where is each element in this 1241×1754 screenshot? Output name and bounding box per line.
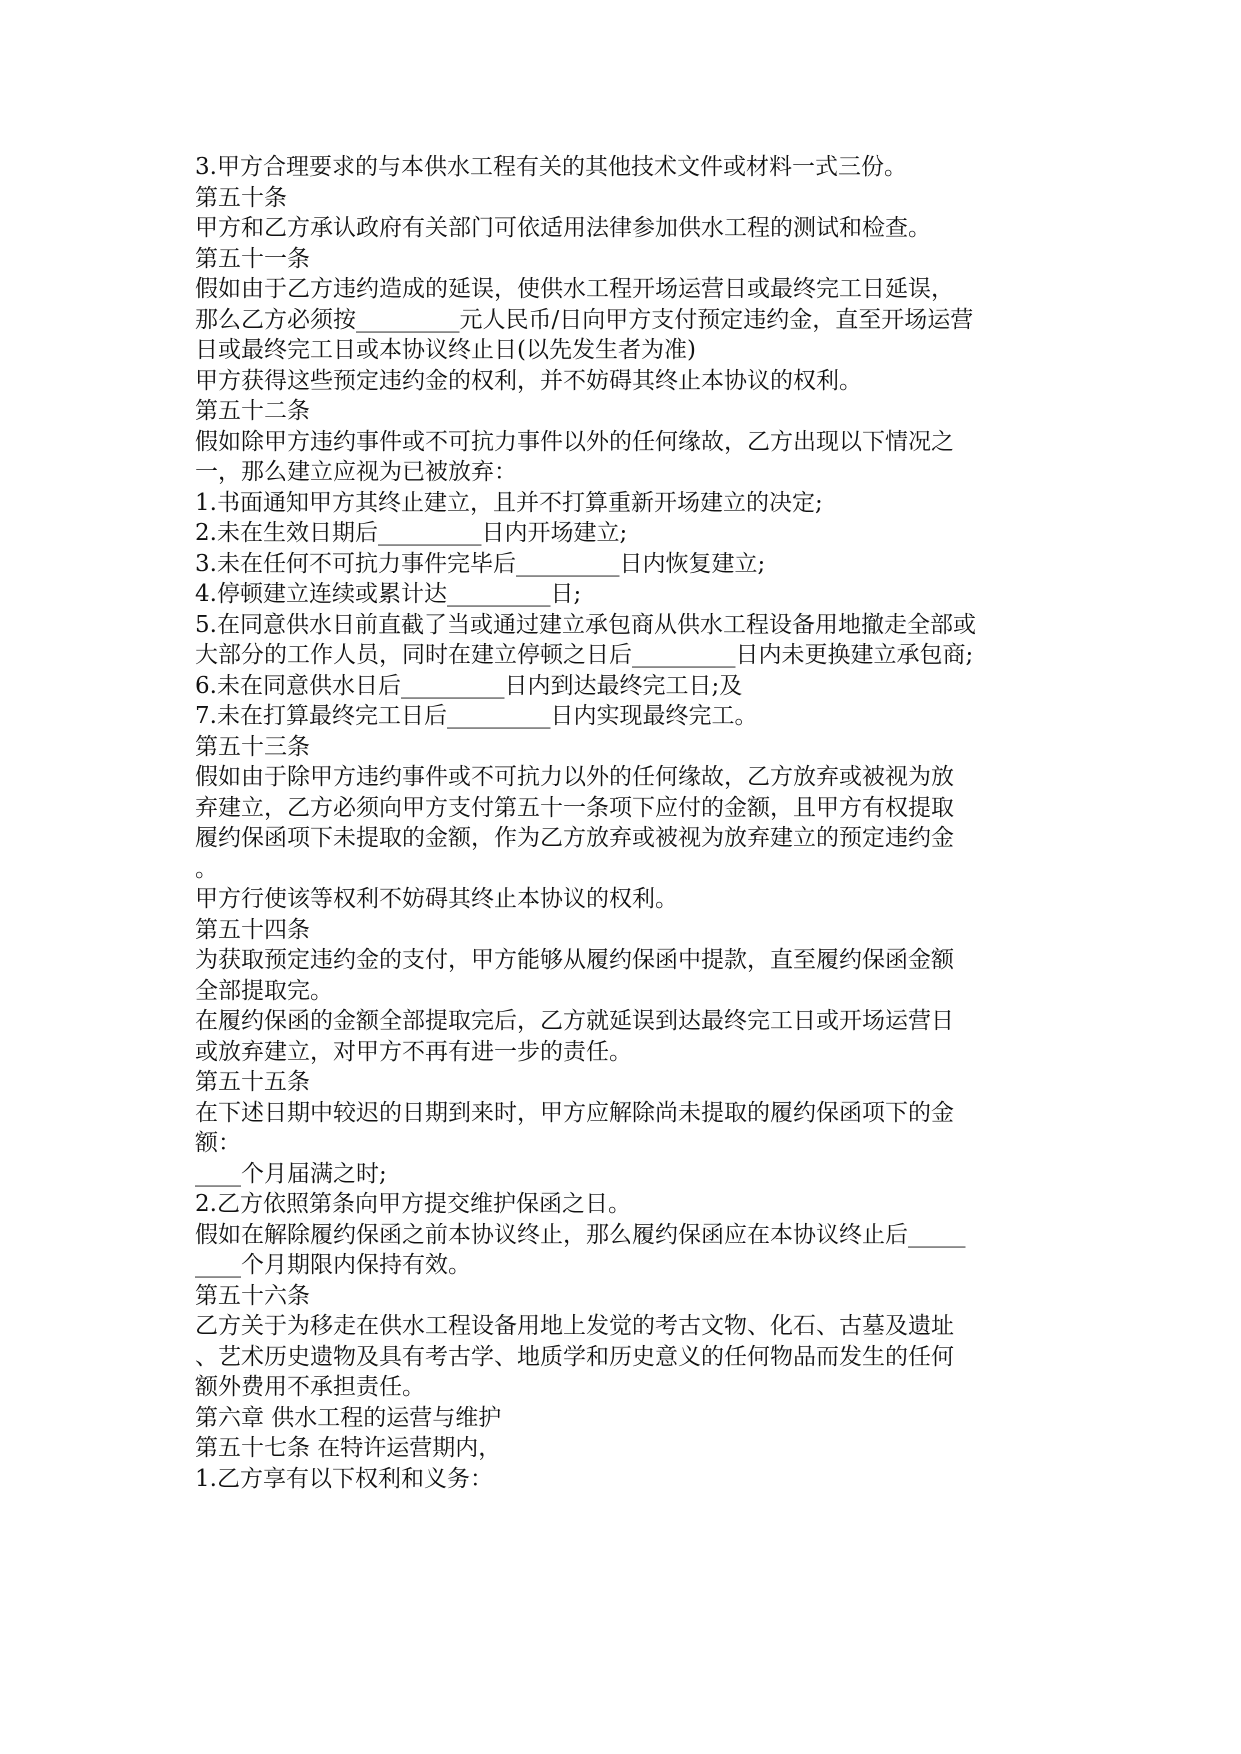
body-text-line: 那么乙方必须按_________元人民币/日向甲方支付预定违约金，直至开场运营 (195, 306, 974, 333)
body-text-line: 。 (195, 855, 218, 882)
body-text-line: 额外费用不承担责任。 (195, 1374, 425, 1400)
list-item: 6.未在同意供水日后_________日内到达最终完工日;及 (195, 672, 743, 699)
body-text-line: 3.甲方合理要求的与本供水工程有关的其他技术文件或材料一式三份。 (195, 154, 907, 180)
body-text-line: 额： (195, 1130, 241, 1156)
article-heading: 第五十一条 (195, 245, 310, 272)
list-item: 大部分的工作人员，同时在建立停顿之日后_________日内未更换建立承包商; (195, 642, 974, 668)
body-text-line: 全部提取完。 (195, 977, 333, 1004)
list-item: ____个月届满之时; (195, 1160, 387, 1187)
body-text-line: 一，那么建立应视为已被放弃： (195, 459, 517, 485)
body-text-line: 甲方和乙方承认政府有关部门可依适用法律参加供水工程的测试和检查。 (195, 215, 931, 241)
body-text-line: 为获取预定违约金的支付，甲方能够从履约保函中提款，直至履约保函金额 (195, 947, 954, 973)
list-item: 5.在同意供水日前直截了当或通过建立承包商从供水工程设备用地撤走全部或 (195, 611, 976, 638)
body-text-line: 假如除甲方违约事件或不可抗力事件以外的任何缘故，乙方出现以下情况之 (195, 428, 954, 455)
body-text-line: 履约保函项下未提取的金额，作为乙方放弃或被视为放弃建立的预定违约金 (195, 825, 954, 851)
body-text-line: 或放弃建立，对甲方不再有进一步的责任。 (195, 1038, 632, 1065)
list-item: 3.未在任何不可抗力事件完毕后_________日内恢复建立; (195, 550, 766, 577)
body-text-line: 假如由于除甲方违约事件或不可抗力以外的任何缘故，乙方放弃或被视为放 (195, 764, 954, 790)
list-item: 1.书面通知甲方其终止建立，且并不打算重新开场建立的决定; (195, 489, 823, 516)
body-text-line: ____个月期限内保持有效。 (195, 1252, 471, 1278)
article-heading: 第五十条 (195, 184, 287, 211)
list-item: 7.未在打算最终完工日后_________日内实现最终完工。 (195, 703, 758, 729)
body-text-line: 在履约保函的金额全部提取完后，乙方就延误到达最终完工日或开场运营日 (195, 1008, 954, 1034)
body-text-line: 假如由于乙方违约造成的延误，使供水工程开场运营日或最终完工日延误， (195, 276, 954, 302)
body-text-line: 弃建立，乙方必须向甲方支付第五十一条项下应付的金额，且甲方有权提取 (195, 794, 954, 821)
article-heading: 第五十五条 (195, 1069, 310, 1095)
body-text-line: 日或最终完工日或本协议终止日(以先发生者为准) (195, 337, 696, 363)
body-text-line: 、艺术历史遗物及具有考古学、地质学和历史意义的任何物品而发生的任何 (195, 1343, 954, 1370)
chapter-heading: 第六章 供水工程的运营与维护 (195, 1404, 502, 1431)
list-item: 1.乙方享有以下权利和义务： (195, 1465, 493, 1492)
body-text-line: 甲方行使该等权利不妨碍其终止本协议的权利。 (195, 886, 678, 912)
list-item: 2.未在生效日期后_________日内开场建立; (195, 520, 628, 546)
article-heading: 第五十二条 (195, 398, 310, 424)
body-text-line: 甲方获得这些预定违约金的权利，并不妨碍其终止本协议的权利。 (195, 367, 862, 394)
list-item: 4.停顿建立连续或累计达_________日; (195, 581, 582, 607)
article-heading: 第五十四条 (195, 916, 310, 943)
article-heading: 第五十六条 (195, 1282, 310, 1309)
body-text-line: 在下述日期中较迟的日期到来时，甲方应解除尚未提取的履约保函项下的金 (195, 1099, 954, 1126)
body-text-line: 乙方关于为移走在供水工程设备用地上发觉的考古文物、化石、古墓及遗址 (195, 1313, 954, 1339)
body-text-line: 假如在解除履约保函之前本协议终止，那么履约保函应在本协议终止后_____ (195, 1221, 966, 1248)
article-heading: 第五十七条 在特许运营期内， (195, 1435, 502, 1461)
list-item: 2.乙方依照第条向甲方提交维护保函之日。 (195, 1191, 631, 1217)
document-page (195, 152, 1045, 1494)
article-heading: 第五十三条 (195, 733, 310, 760)
